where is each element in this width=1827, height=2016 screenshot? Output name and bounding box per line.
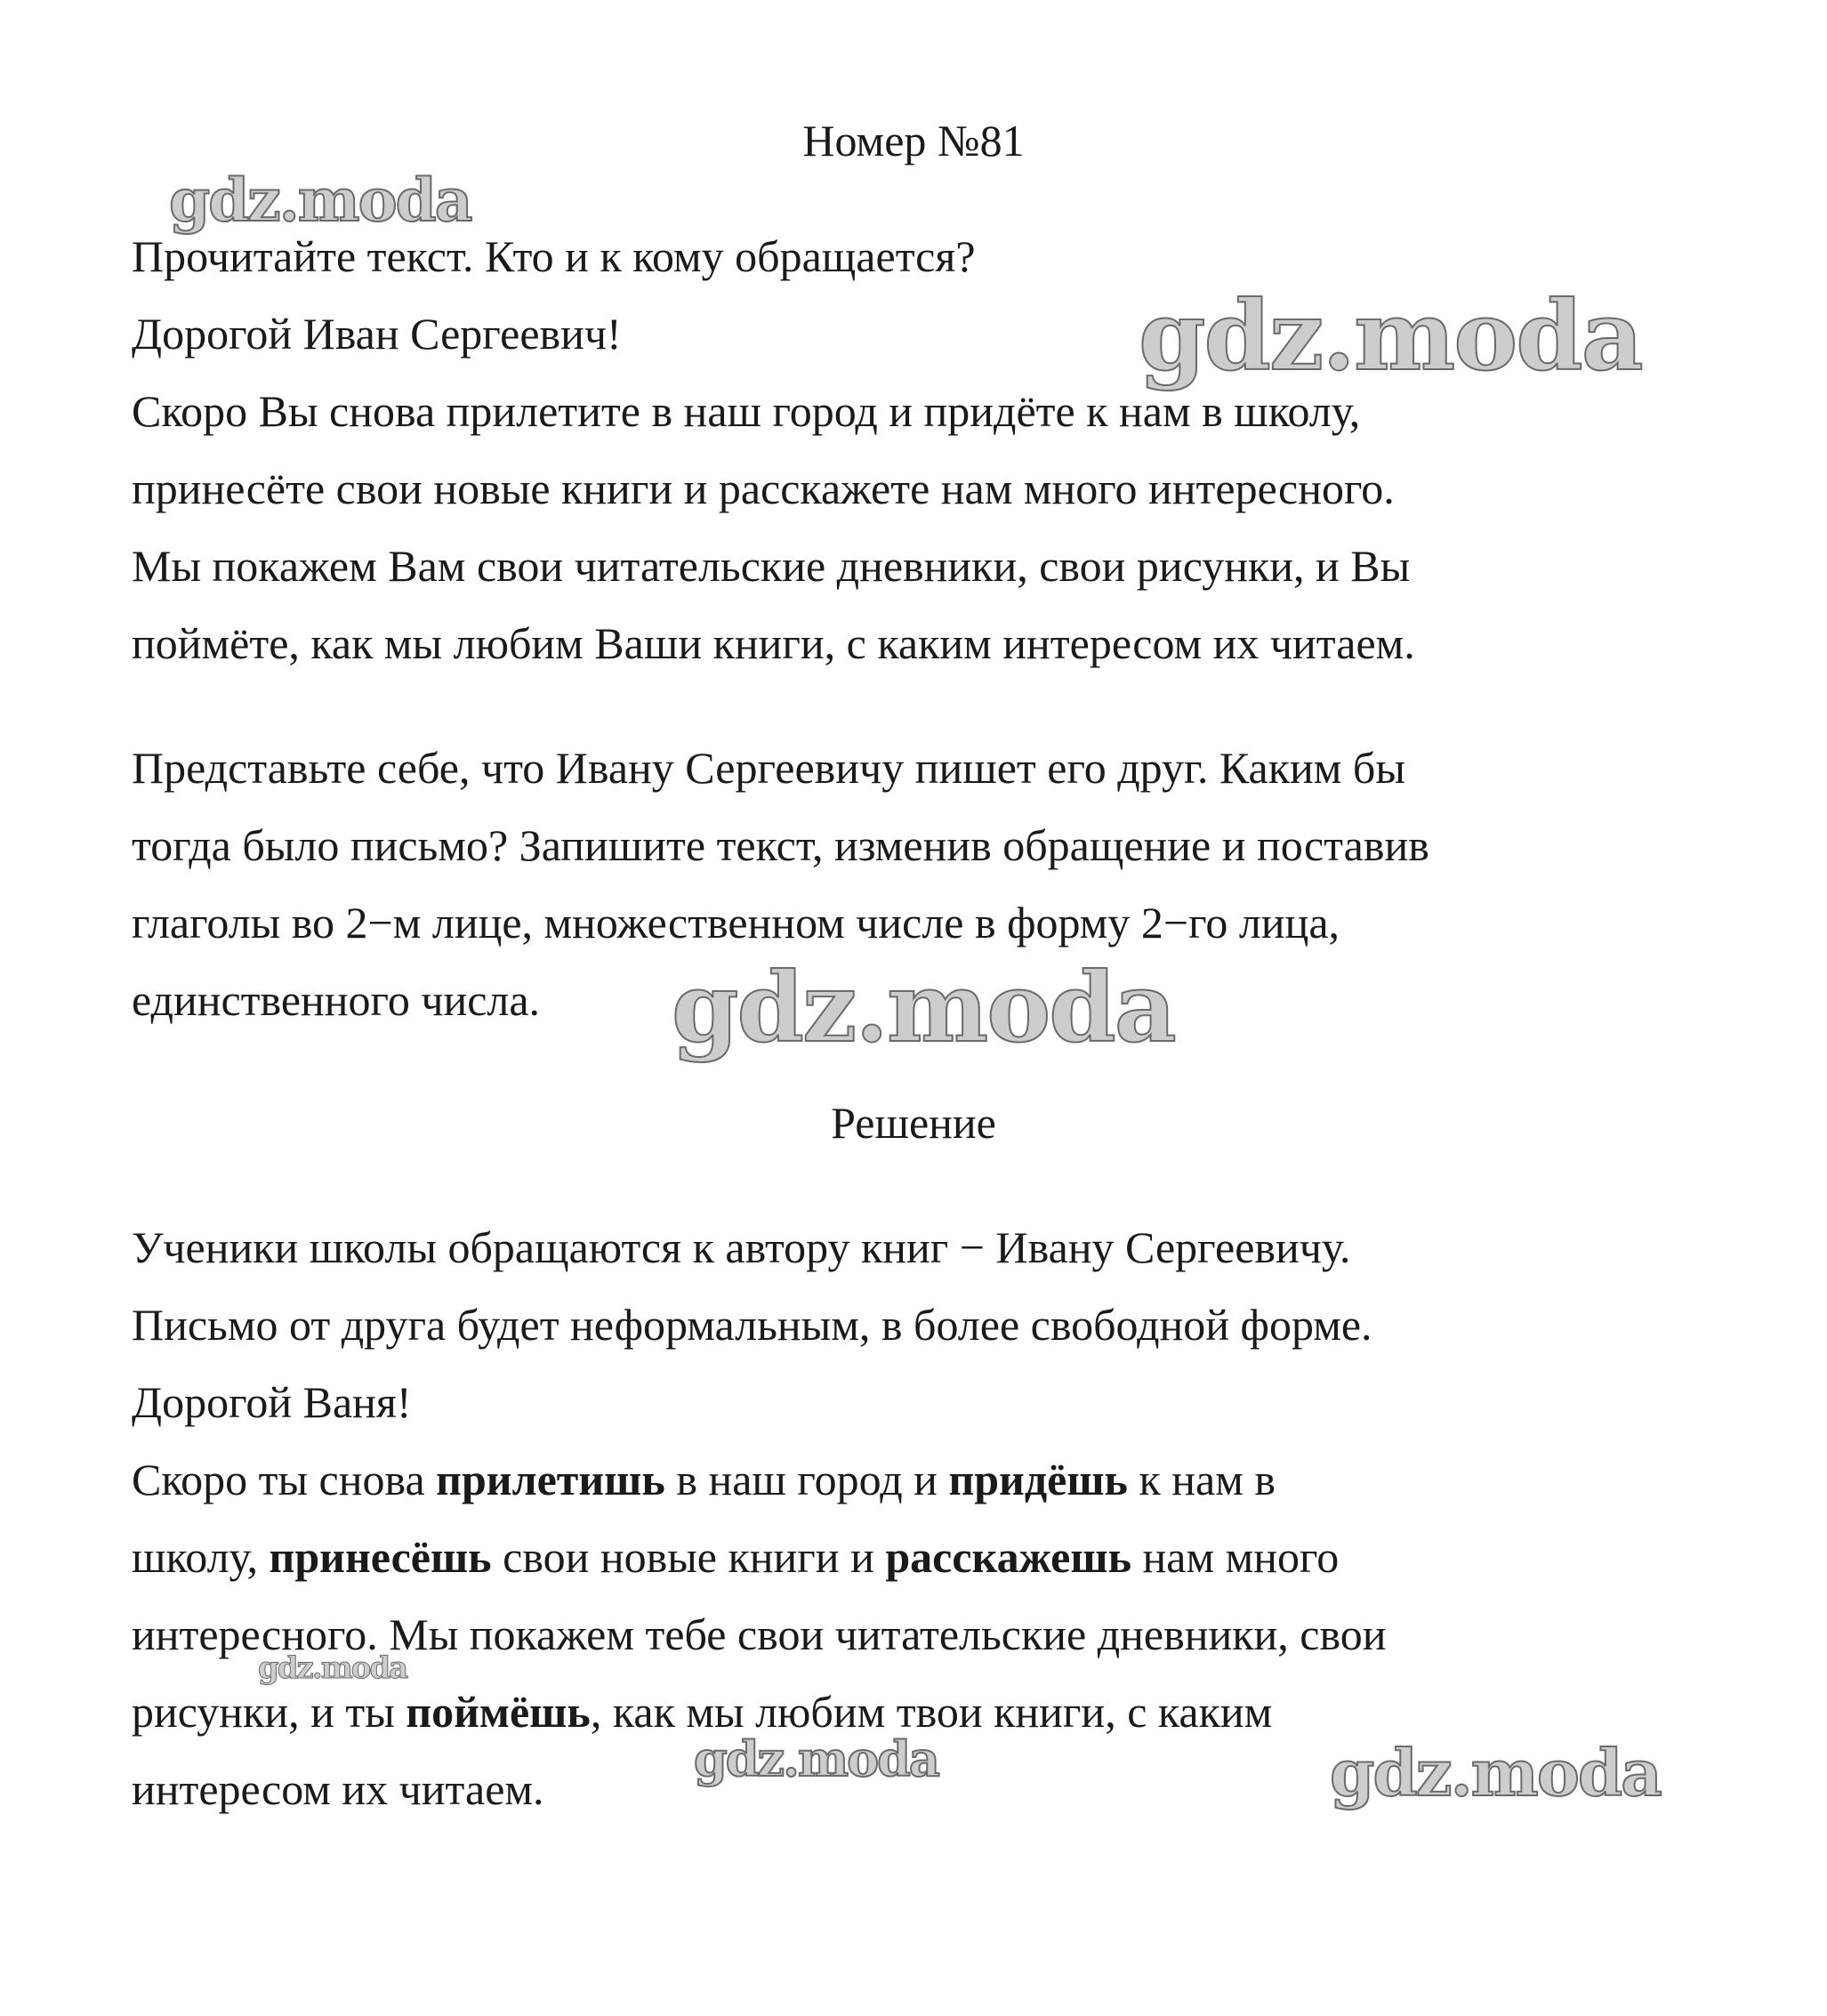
letter-line: принесёте свои новые книги и расскажете нам много интересного. — [132, 464, 1395, 513]
letter-line: Дорогой Иван Сергеевич! — [132, 309, 622, 359]
instruction-line: Представьте себе, что Ивану Сергеевичу пишет его друг. Каким бы — [132, 743, 1405, 793]
rewritten-line-5: интересом их читаем. — [132, 1764, 544, 1814]
text-fragment: Скоро ты снова — [132, 1455, 437, 1504]
watermark-logo: gdz.moda — [672, 952, 1175, 1064]
text-fragment: рисунки, и ты — [132, 1687, 406, 1737]
task-question: Прочитайте текст. Кто и к кому обращается? — [132, 231, 976, 281]
answer-line: Письмо от друга будет неформальным, в более свободной форме. — [132, 1300, 1372, 1350]
letter-line: поймёте, как мы любим Ваши книги, с каким интересом их читаем. — [132, 618, 1415, 668]
page-title: Номер №81 — [802, 116, 1025, 165]
text-fragment: школу, — [132, 1532, 270, 1582]
text-fragment: в наш город и — [664, 1455, 949, 1504]
instruction-line: единственного числа. — [132, 975, 541, 1025]
bold-verb: прилетишь — [436, 1455, 665, 1504]
answer-line: Ученики школы обращаются к автору книг − Ивану Сергеевичу. — [132, 1222, 1351, 1272]
letter-line: Мы покажем Вам свои читательские дневники, свои рисунки, и Вы — [132, 541, 1411, 591]
letter-line: Скоро Вы снова прилетите в наш город и придёте к нам в школу, — [132, 386, 1361, 436]
bold-verb: принесёшь — [269, 1532, 492, 1582]
rewritten-line-1 — [132, 1453, 1276, 1506]
answer-line: Дорогой Ваня! — [132, 1377, 412, 1427]
text-fragment: , как мы любим твои книги, с каким — [590, 1687, 1273, 1737]
bold-verb: расскажешь — [885, 1532, 1132, 1582]
text-fragment: к нам в — [1128, 1455, 1276, 1504]
solution-heading: Решение — [831, 1098, 996, 1148]
rewritten-line-3: интересного. Мы покажем тебе свои читательские дневники, свои — [132, 1609, 1387, 1659]
bold-verb: придёшь — [948, 1455, 1128, 1504]
rewritten-line-2 — [132, 1530, 1339, 1584]
watermark-logo: gdz.moda — [1139, 280, 1642, 392]
watermark-logo: gdz.moda — [1330, 1735, 1661, 1810]
bold-verb: поймёшь — [406, 1687, 591, 1737]
watermark-logo: gdz.moda — [169, 165, 471, 235]
instruction-line: тогда было письмо? Запишите текст, изменив обращение и поставив — [132, 820, 1429, 870]
text-fragment: свои новые книги и — [491, 1532, 886, 1582]
text-fragment: нам много — [1131, 1532, 1340, 1582]
watermark-logo: gdz.moda — [258, 1650, 407, 1686]
watermark-logo: gdz.moda — [694, 1730, 938, 1787]
instruction-line: глаголы во 2−м лице, множественном числе в форму 2−го лица, — [132, 898, 1340, 948]
